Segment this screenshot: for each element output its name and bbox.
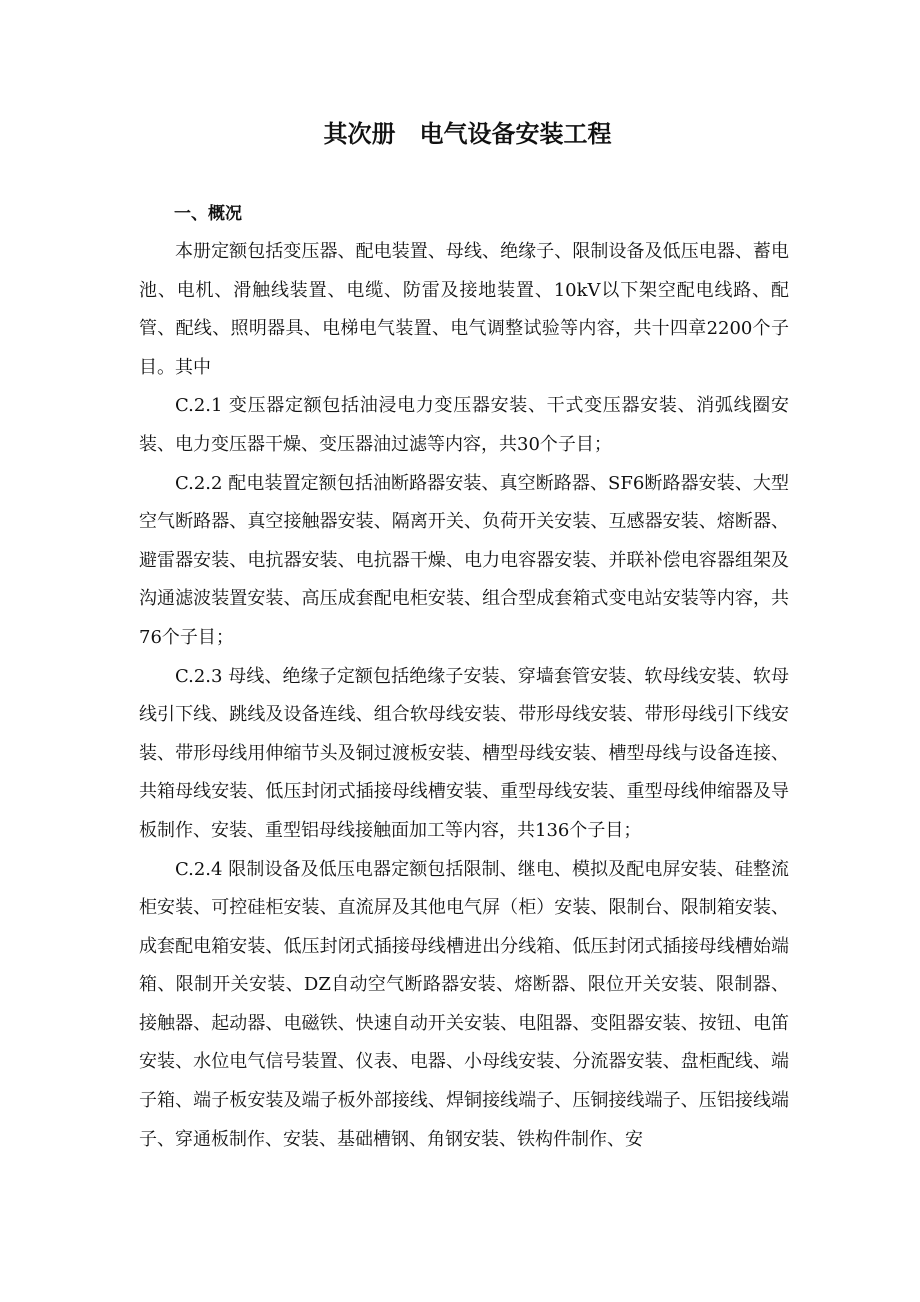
paragraph-c22: C.2.2 配电装置定额包括油断路器安装、真空断路器、SF6断路器安装、大型空气断路器、真空接触器安装、隔离开关、负荷开关安装、互感器安装、熔断器、避雷器安装、电抗器安装、电抗器干燥、电力电容器安装、并联补偿电容器组架及沟通滤波装置安装、高压成套配电柜安装、组合型成套箱式变电站安装等内容，共76个子目； <box>139 472 789 648</box>
paragraph-c23: C.2.3 母线、绝缘子定额包括绝缘子安装、穿墙套管安装、软母线安装、软母线引下线、跳线及设备连线、组合软母线安装、带形母线安装、带形母线引下线安装、带形母线用伸缩节头及铜过渡板安装、槽型母线安装、槽型母线与设备连接、共箱母线安装、低压封闭式插接母线槽安装、重型母线安装、重型母线伸缩器及导板制作、安装、重型铝母线接触面加工等内容，共136个子目； <box>139 665 789 841</box>
section-heading: 一、概况 <box>174 204 242 224</box>
paragraph-intro: 本册定额包括变压器、配电装置、母线、绝缘子、限制设备及低压电器、蓄电池、电机、滑触线装置、电缆、防雷及接地装置、10kV以下架空配电线路、配管、配线、照明器具、电梯电气装置、电气调整试验等内容，共十四章2200个子目。其中 <box>139 241 789 378</box>
paragraph-c24: C.2.4 限制设备及低压电器定额包括限制、继电、模拟及配电屏安装、硅整流柜安装、可控硅柜安装、直流屏及其他电气屏（柜）安装、限制台、限制箱安装、成套配电箱安装、低压封闭式插接母线槽进出分线箱、低压封闭式插接母线槽始端箱、限制开关安装、DZ自动空气断路器安装、熔断器、限位开关安装、限制器、接触器、起动器、电磁铁、快速自动开关安装、电阻器、变阻器安装、按钮、电笛安装、水位电气信号装置、仪表、电器、小母线安装、分流器安装、盘柜配线、端子箱、端子板安装及端子板外部接线、焊铜接线端子、压铜接线端子、压铝接线端子、穿通板制作、安装、基础槽钢、角钢安装、铁构件制作、安 <box>139 858 789 1150</box>
body-text <box>139 233 789 1159</box>
paragraph-c21: C.2.1 变压器定额包括油浸电力变压器安装、干式变压器安装、消弧线圈安装、电力变压器干燥、变压器油过滤等内容，共30个子目； <box>139 395 789 455</box>
page-title: 其次册 电气设备安装工程 <box>323 119 612 148</box>
